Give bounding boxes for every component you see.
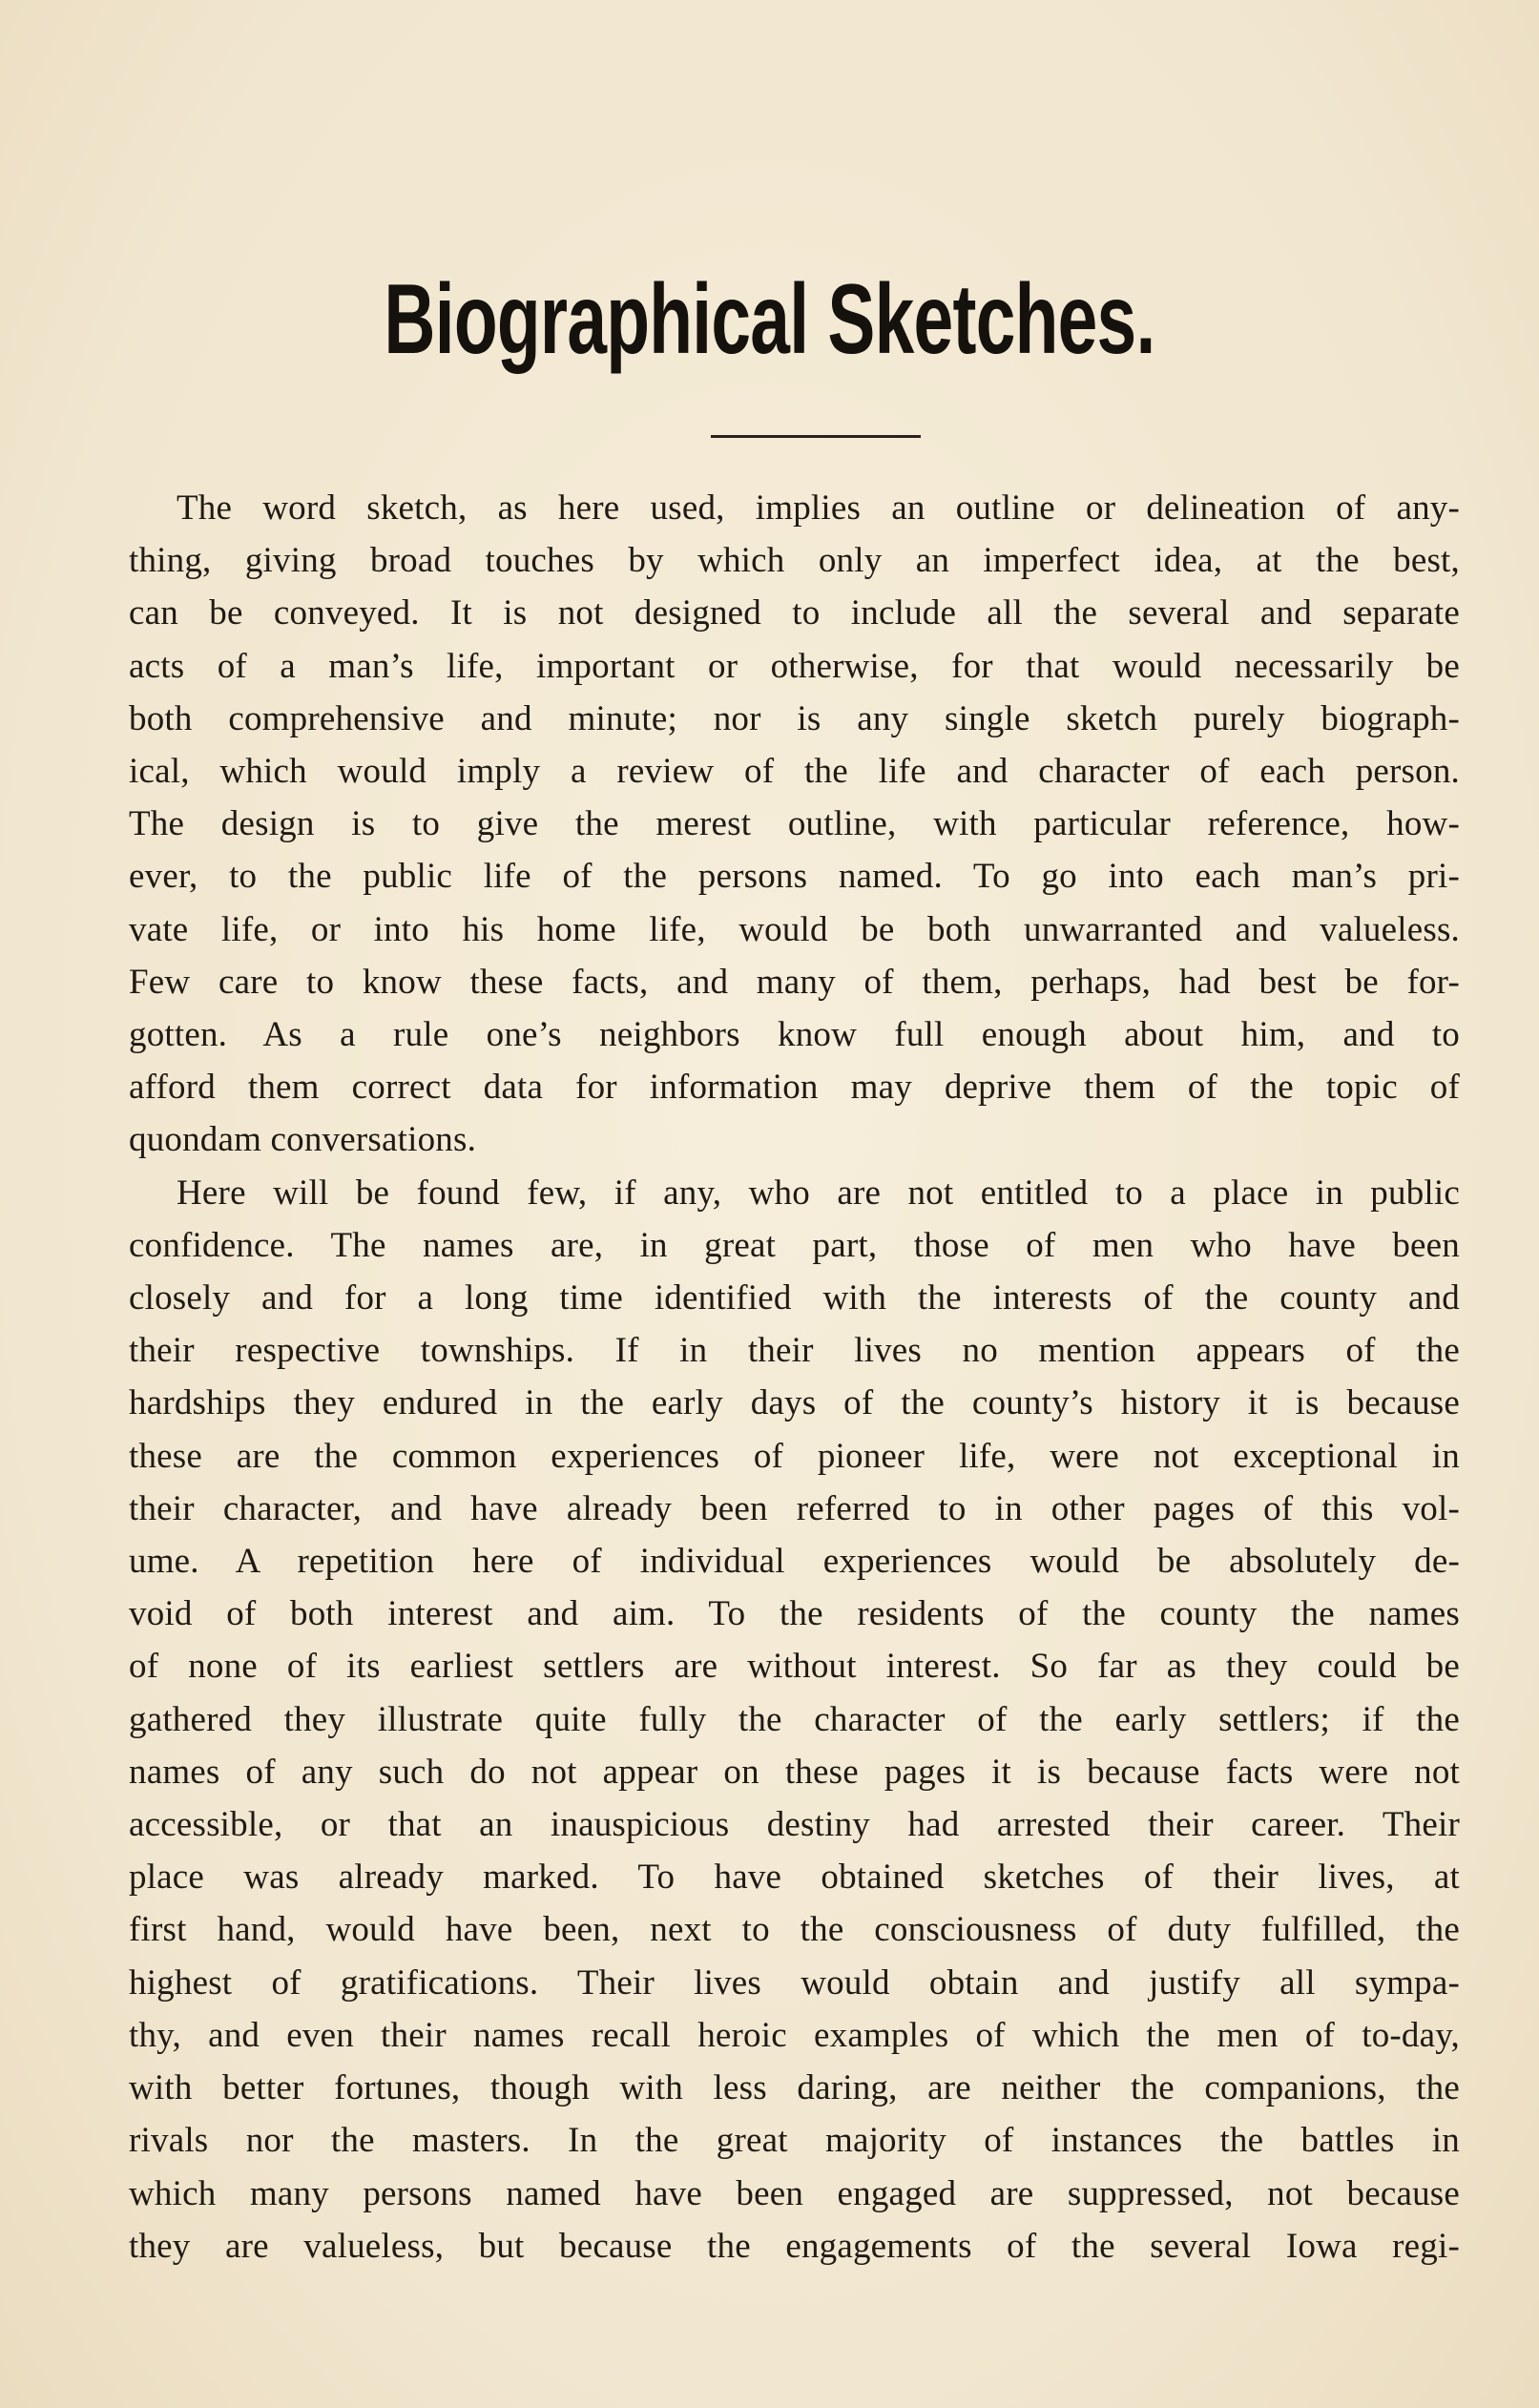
text-line: confidence. The names are, in great part, those of men who have been bbox=[129, 1225, 1460, 1265]
body-text bbox=[129, 482, 1460, 2273]
text-line: ever, to the public life of the persons named. To go into each man’s pri- bbox=[129, 857, 1460, 897]
text-line: can be conveyed. It is not designed to include all the several and separate bbox=[129, 593, 1460, 633]
text-line: names of any such do not appear on these pages it is because facts were not bbox=[129, 1752, 1460, 1792]
text-line: hardships they endured in the early days of the county’s history it is because bbox=[129, 1383, 1460, 1423]
text-line: their character, and have already been referred to in other pages of this vol- bbox=[129, 1488, 1460, 1528]
text-line: gathered they illustrate quite fully the character of the early settlers; if the bbox=[129, 1699, 1460, 1739]
text-line: highest of gratifications. Their lives would obtain and justify all sympa- bbox=[129, 1962, 1460, 2003]
text-line: ical, which would imply a review of the life and character of each person. bbox=[129, 752, 1460, 792]
text-line: vate life, or into his home life, would be both unwarranted and valueless. bbox=[129, 909, 1460, 949]
text-line: ume. A repetition here of individual experiences would be absolutely de- bbox=[129, 1542, 1460, 1582]
text-line: first hand, would have been, next to the consciousness of duty fulfilled, the bbox=[129, 1910, 1460, 1950]
text-line: these are the common experiences of pioneer life, were not exceptional in bbox=[129, 1436, 1460, 1476]
text-line: rivals nor the masters. In the great majority of instances the battles in bbox=[129, 2121, 1460, 2161]
text-line: afford them correct data for information may deprive them of the topic of bbox=[129, 1068, 1460, 1108]
text-line: accessible, or that an inauspicious destiny had arrested their career. Their bbox=[129, 1805, 1460, 1845]
text-line: thy, and even their names recall heroic examples of which the men of to-day, bbox=[129, 2015, 1460, 2055]
text-line: Here will be found few, if any, who are not entitled to a place in public bbox=[177, 1173, 1460, 1213]
text-line: The word sketch, as here used, implies an outline or delineation of any- bbox=[177, 488, 1460, 528]
page-title: Biographical Sketches. bbox=[384, 264, 1155, 375]
text-line: The design is to give the merest outline, with particular reference, how- bbox=[129, 804, 1460, 844]
text-line: quondam conversations. bbox=[129, 1120, 477, 1160]
text-line: place was already marked. To have obtained sketches of their lives, at bbox=[129, 1858, 1460, 1898]
text-line: they are valueless, but because the engagements of the several Iowa regi- bbox=[129, 2226, 1460, 2266]
text-line: with better fortunes, though with less daring, are neither the companions, the bbox=[129, 2068, 1460, 2108]
text-line: Few care to know these facts, and many of them, perhaps, had best be for- bbox=[129, 962, 1460, 1002]
text-line: of none of its earliest settlers are without interest. So far as they could be bbox=[129, 1647, 1460, 1687]
text-line: which many persons named have been engaged are suppressed, not because bbox=[129, 2173, 1460, 2213]
text-line: their respective townships. If in their lives no mention appears of the bbox=[129, 1331, 1460, 1371]
text-line: both comprehensive and minute; nor is any single sketch purely biograph- bbox=[129, 698, 1460, 738]
text-line: gotten. As a rule one’s neighbors know full enough about him, and to bbox=[129, 1015, 1460, 1055]
title-divider bbox=[711, 435, 921, 438]
text-line: thing, giving broad touches by which only an imperfect idea, at the best, bbox=[129, 541, 1460, 581]
text-line: void of both interest and aim. To the residents of the county the names bbox=[129, 1594, 1460, 1634]
text-line: closely and for a long time identified with the interests of the county and bbox=[129, 1278, 1460, 1318]
text-line: acts of a man’s life, important or otherwise, for that would necessarily be bbox=[129, 646, 1460, 686]
